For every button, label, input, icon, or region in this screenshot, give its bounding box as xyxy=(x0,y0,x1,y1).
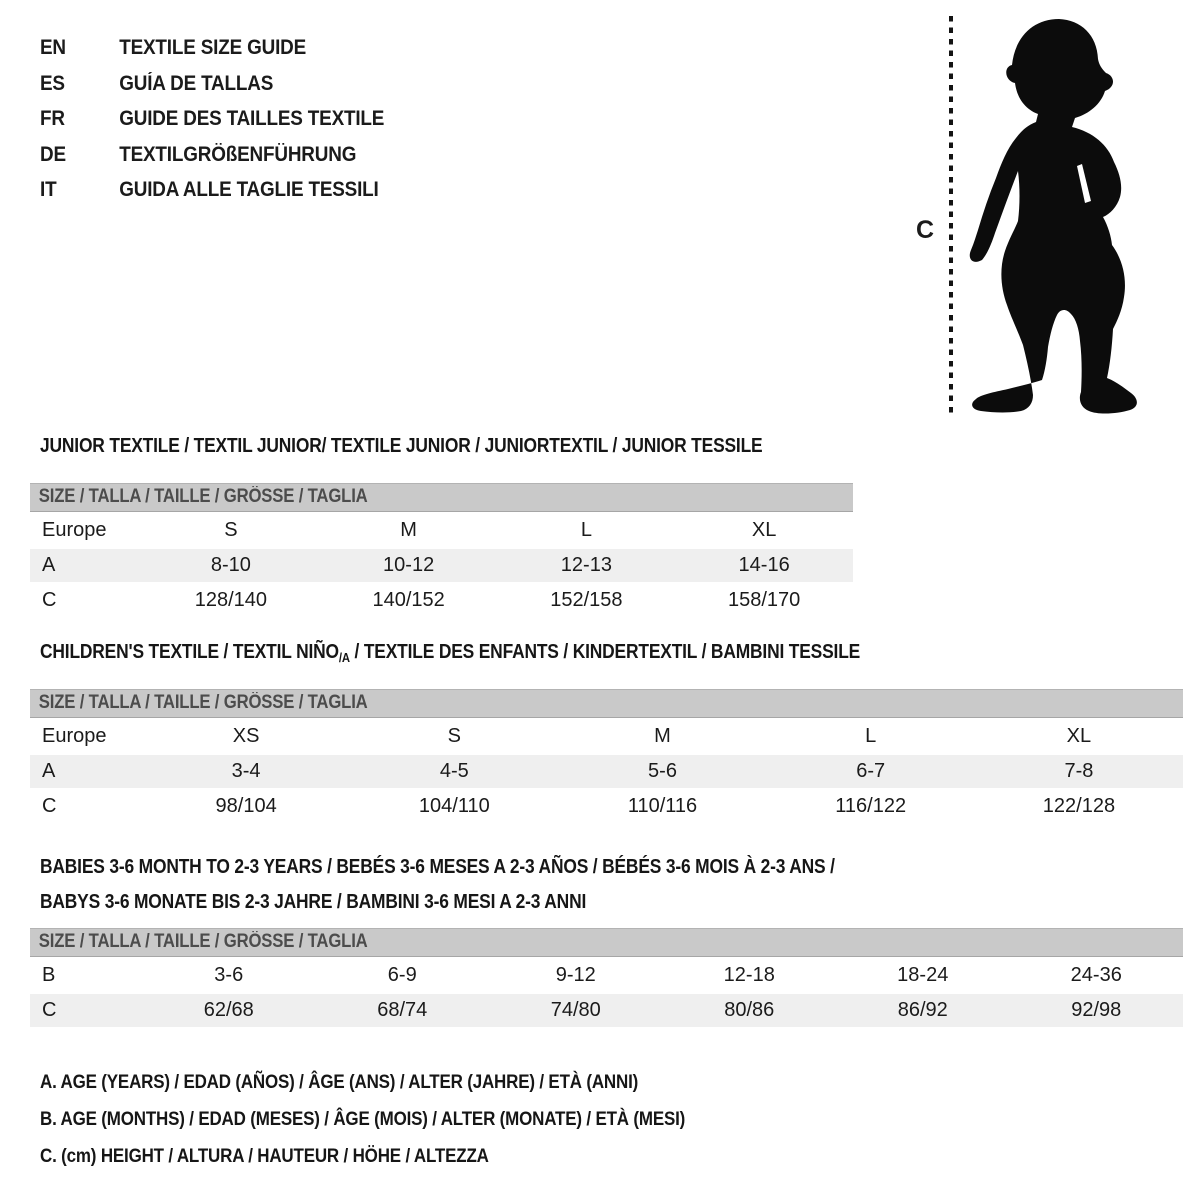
table-cell: 18-24 xyxy=(897,964,949,986)
size-header-bar xyxy=(30,928,1183,957)
size-header-bar xyxy=(30,483,853,512)
table-cell: 98/104 xyxy=(215,795,277,817)
babies-heading-line1: BABIES 3-6 MONTH TO 2-3 YEARS / BEBÉS 3-6 MESES A 2-3 AÑOS / BÉBÉS 3-6 MOIS À 2-3 ANS / xyxy=(40,856,835,878)
table-cell: 104/110 xyxy=(418,795,490,817)
table-cell: 92/98 xyxy=(1071,999,1122,1021)
row-label: Europe xyxy=(42,519,107,541)
table-cell: L xyxy=(580,519,592,541)
lang-row-es xyxy=(40,66,384,102)
table-cell: 12-18 xyxy=(723,964,775,986)
table-cell: 12-13 xyxy=(560,554,612,576)
children-section-heading xyxy=(40,640,860,670)
size-header-label: SIZE / TALLA / TAILLE / GRÖSSE / TAGLIA xyxy=(38,931,368,952)
row-label: Europe xyxy=(42,725,107,747)
table-cell: L xyxy=(865,725,877,747)
size-header-label: SIZE / TALLA / TAILLE / GRÖSSE / TAGLIA xyxy=(38,486,368,507)
table-cell: 68/74 xyxy=(377,999,428,1021)
children-heading-subscript: /A xyxy=(338,650,350,665)
table-cell: 62/68 xyxy=(203,999,254,1021)
lang-row-de xyxy=(40,137,384,173)
size-header-bar xyxy=(30,689,1183,718)
lang-code: EN xyxy=(40,36,66,59)
lang-row-fr xyxy=(40,101,384,137)
table-cell: 116/122 xyxy=(835,795,907,817)
language-title-list xyxy=(40,30,422,208)
toddler-silhouette xyxy=(965,17,1141,415)
measurement-legend xyxy=(40,1064,782,1174)
legend-line-a: A. AGE (YEARS) / EDAD (AÑOS) / ÂGE (ANS) / ALTER (JAHRE) / ETÀ (ANNI) xyxy=(40,1071,639,1093)
junior-section-heading: JUNIOR TEXTILE / TEXTIL JUNIOR/ TEXTILE JUNIOR / JUNIORTEXTIL / JUNIOR TESSILE xyxy=(40,435,763,457)
table-cell: 14-16 xyxy=(738,554,790,576)
table-row xyxy=(30,755,1183,788)
table-cell: 74/80 xyxy=(550,999,601,1021)
table-cell: 7-8 xyxy=(1064,760,1094,782)
table-cell: 86/92 xyxy=(897,999,948,1021)
table-cell: S xyxy=(447,725,461,747)
table-cell: 4-5 xyxy=(439,760,469,782)
table-row xyxy=(30,549,853,582)
row-label: C xyxy=(42,795,57,817)
lang-code: DE xyxy=(40,142,66,166)
table-row xyxy=(30,514,853,547)
size-header-label: SIZE / TALLA / TAILLE / GRÖSSE / TAGLIA xyxy=(38,692,368,713)
table-cell: 110/116 xyxy=(627,795,698,817)
table-cell: 158/170 xyxy=(727,589,801,611)
table-cell: 8-10 xyxy=(210,554,251,576)
table-cell: M xyxy=(654,725,671,747)
table-cell: XL xyxy=(1066,725,1092,747)
table-cell: 10-12 xyxy=(383,554,435,576)
junior-size-table xyxy=(30,483,853,617)
table-cell: 5-6 xyxy=(648,760,677,782)
table-row xyxy=(30,959,1183,992)
babies-heading-line2: BABYS 3-6 MONATE BIS 2-3 JAHRE / BAMBINI 3-6 MESI A 2-3 ANNI xyxy=(40,891,587,913)
table-cell: 3-4 xyxy=(231,760,261,782)
table-cell: 6-7 xyxy=(856,760,886,782)
lang-code: ES xyxy=(40,71,65,95)
row-label: B xyxy=(42,964,56,986)
table-cell: 9-12 xyxy=(555,964,596,986)
lang-title: TEXTILE SIZE GUIDE xyxy=(119,36,307,59)
legend-line-c: C. (cm) HEIGHT / ALTURA / HAUTEUR / HÖHE / ALTEZZA xyxy=(40,1144,489,1167)
height-measure-label: C xyxy=(916,216,935,244)
row-label: C xyxy=(42,999,57,1021)
row-label: A xyxy=(42,760,56,782)
lang-row-en xyxy=(40,30,384,66)
table-cell: XL xyxy=(751,519,777,541)
lang-row-it xyxy=(40,172,384,208)
table-row xyxy=(30,584,853,617)
lang-title: GUIDA ALLE TAGLIE TESSILI xyxy=(119,178,379,201)
lang-title: GUIDE DES TAILLES TEXTILE xyxy=(119,107,385,130)
table-cell: 128/140 xyxy=(194,589,268,611)
legend-line-b: B. AGE (MONTHS) / EDAD (MESES) / ÂGE (MOIS) / ALTER (MONATE) / ETÀ (MESI) xyxy=(40,1107,686,1130)
table-cell: 80/86 xyxy=(724,999,775,1021)
table-cell: 152/158 xyxy=(550,589,623,611)
table-row xyxy=(30,994,1183,1027)
height-dashed-line xyxy=(949,16,953,415)
lang-code: IT xyxy=(40,178,57,201)
lang-code: FR xyxy=(40,107,65,130)
row-label: A xyxy=(42,554,56,576)
table-cell: 6-9 xyxy=(387,964,417,986)
row-label: C xyxy=(42,589,57,611)
table-cell: 24-36 xyxy=(1070,964,1122,986)
babies-section-heading xyxy=(40,850,835,920)
babies-size-table xyxy=(30,928,1183,1027)
table-cell: S xyxy=(224,519,238,541)
lang-title: GUÍA DE TALLAS xyxy=(119,71,274,95)
lang-title: TEXTILGRÖßENFÜHRUNG xyxy=(119,142,357,166)
children-heading-pre: CHILDREN'S TEXTILE / TEXTIL NIÑO xyxy=(40,641,339,663)
table-cell: M xyxy=(400,519,417,541)
table-cell: 140/152 xyxy=(372,589,445,611)
table-row xyxy=(30,790,1183,823)
table-cell: 3-6 xyxy=(214,964,244,986)
children-heading-post: / TEXTILE DES ENFANTS / KINDERTEXTIL / BAMBINI TESSILE xyxy=(349,641,861,663)
table-cell: 122/128 xyxy=(1042,795,1116,817)
children-size-table xyxy=(30,689,1183,823)
table-row xyxy=(30,720,1183,753)
table-cell: XS xyxy=(232,725,260,747)
